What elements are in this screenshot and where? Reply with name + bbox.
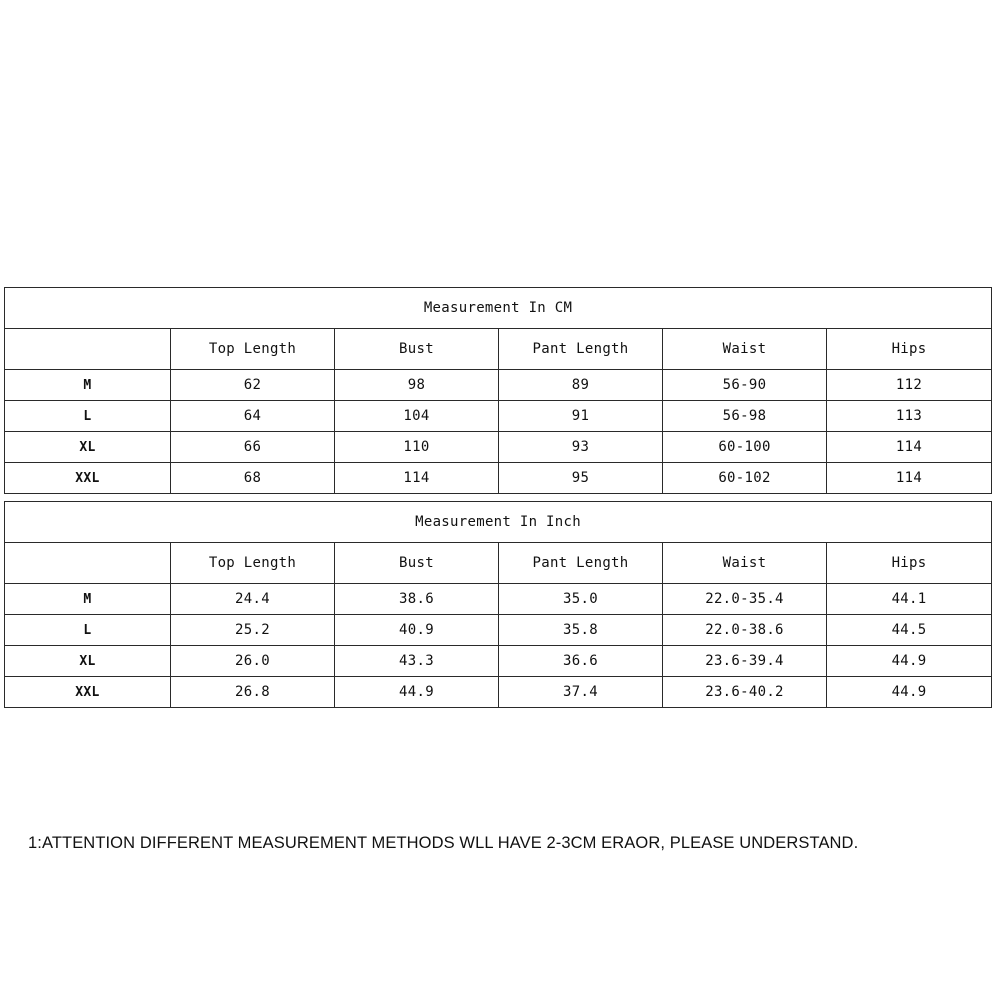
table-cell: 66 — [171, 432, 335, 463]
table-cell: 24.4 — [171, 584, 335, 615]
table-cell: 95 — [499, 463, 663, 494]
table-cell: 64 — [171, 401, 335, 432]
size-label: XXL — [5, 463, 171, 494]
table-cell: 37.4 — [499, 677, 663, 708]
table-cell: 25.2 — [171, 615, 335, 646]
table-cell: 40.9 — [335, 615, 499, 646]
column-header: Pant Length — [499, 329, 663, 370]
column-header — [5, 329, 171, 370]
table-cell: 44.9 — [335, 677, 499, 708]
table-row — [5, 584, 992, 615]
table-cell: 38.6 — [335, 584, 499, 615]
table-cell: 26.0 — [171, 646, 335, 677]
table-cell: 56-90 — [663, 370, 827, 401]
table-cell: 35.8 — [499, 615, 663, 646]
table-cell: 114 — [827, 463, 992, 494]
table-title: Measurement In Inch — [5, 502, 992, 543]
table-cell: 104 — [335, 401, 499, 432]
table-cell: 110 — [335, 432, 499, 463]
size-table-body — [5, 502, 992, 708]
table-cell: 68 — [171, 463, 335, 494]
table-row — [5, 432, 992, 463]
table-cell: 114 — [827, 432, 992, 463]
table-header-row — [5, 329, 992, 370]
column-header: Waist — [663, 329, 827, 370]
table-row — [5, 463, 992, 494]
table-row — [5, 615, 992, 646]
size-label: XL — [5, 646, 171, 677]
size-label: L — [5, 401, 171, 432]
table-cell: 62 — [171, 370, 335, 401]
table-cell: 93 — [499, 432, 663, 463]
table-row — [5, 370, 992, 401]
table-cell: 26.8 — [171, 677, 335, 708]
table-cell: 98 — [335, 370, 499, 401]
column-header — [5, 543, 171, 584]
column-header: Pant Length — [499, 543, 663, 584]
column-header: Hips — [827, 543, 992, 584]
column-header: Top Length — [171, 329, 335, 370]
table-row — [5, 401, 992, 432]
table-cell: 112 — [827, 370, 992, 401]
table-cell: 44.1 — [827, 584, 992, 615]
table-cell: 43.3 — [335, 646, 499, 677]
table-cell: 23.6-40.2 — [663, 677, 827, 708]
size-table-body — [5, 288, 992, 494]
table-row — [5, 677, 992, 708]
table-cell: 36.6 — [499, 646, 663, 677]
table-title-row — [5, 502, 992, 543]
table-cell: 22.0-35.4 — [663, 584, 827, 615]
column-header: Top Length — [171, 543, 335, 584]
table-cell: 44.5 — [827, 615, 992, 646]
column-header: Bust — [335, 543, 499, 584]
table-cell: 22.0-38.6 — [663, 615, 827, 646]
size-table-inch — [4, 501, 992, 708]
table-cell: 35.0 — [499, 584, 663, 615]
table-cell: 44.9 — [827, 677, 992, 708]
size-label: L — [5, 615, 171, 646]
table-cell: 114 — [335, 463, 499, 494]
table-cell: 89 — [499, 370, 663, 401]
table-header-row — [5, 543, 992, 584]
column-header: Waist — [663, 543, 827, 584]
size-label: XL — [5, 432, 171, 463]
table-cell: 44.9 — [827, 646, 992, 677]
column-header: Bust — [335, 329, 499, 370]
table-cell: 56-98 — [663, 401, 827, 432]
measurement-note: 1:ATTENTION DIFFERENT MEASUREMENT METHODS WLL HAVE 2-3CM ERAOR, PLEASE UNDERSTAND. — [28, 834, 859, 852]
table-cell: 23.6-39.4 — [663, 646, 827, 677]
table-cell: 91 — [499, 401, 663, 432]
table-cell: 60-102 — [663, 463, 827, 494]
size-label: M — [5, 584, 171, 615]
size-table-cm — [4, 287, 992, 494]
table-title: Measurement In CM — [5, 288, 992, 329]
size-label: M — [5, 370, 171, 401]
column-header: Hips — [827, 329, 992, 370]
table-title-row — [5, 288, 992, 329]
table-cell: 60-100 — [663, 432, 827, 463]
table-cell: 113 — [827, 401, 992, 432]
size-label: XXL — [5, 677, 171, 708]
table-row — [5, 646, 992, 677]
